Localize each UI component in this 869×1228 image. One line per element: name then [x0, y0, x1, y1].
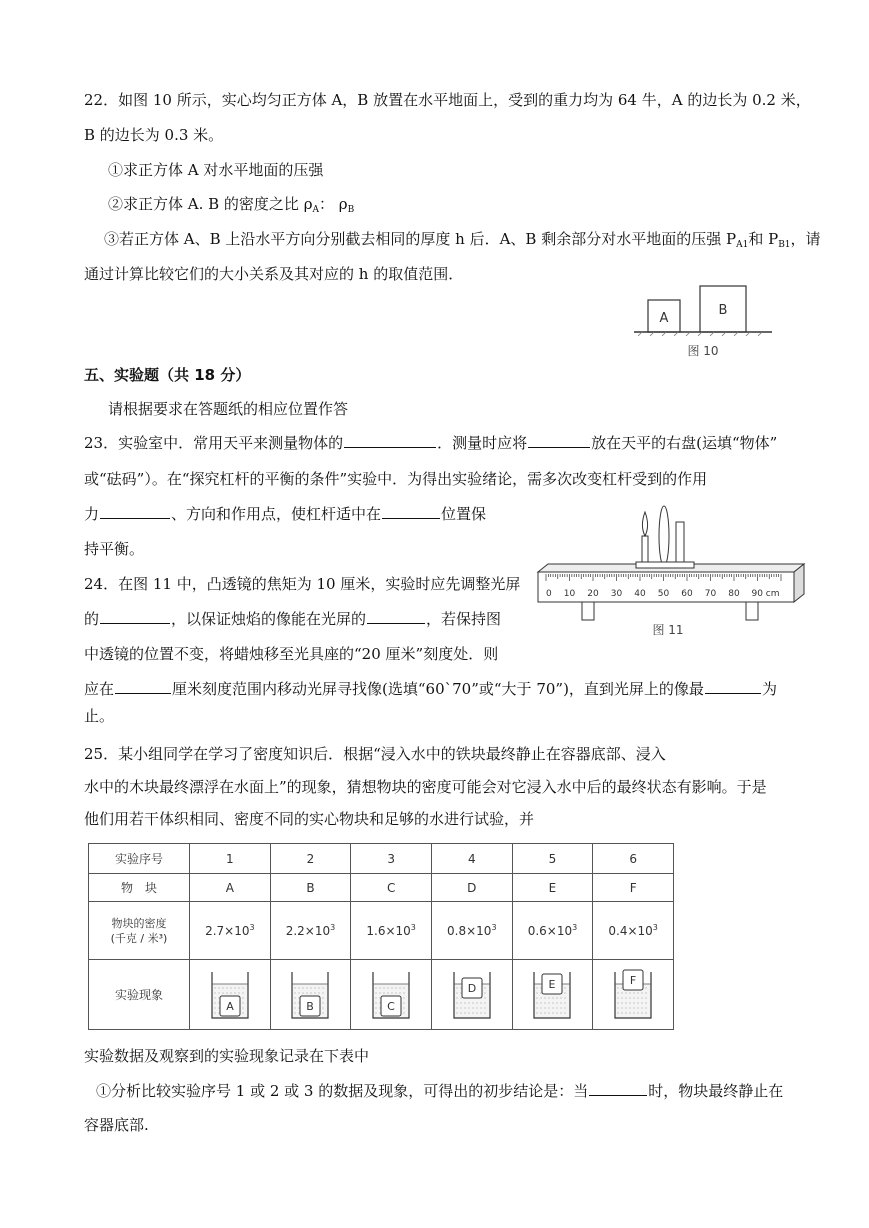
beaker-cell [351, 960, 432, 1030]
figure-10-caption: 图 10 [687, 344, 719, 358]
table-cell: E [512, 874, 593, 902]
q24-l4-text-a: 应在 [84, 680, 115, 698]
density-head-line1: 物块的密度 [111, 916, 167, 930]
q22-line2: B 的边长为 0.3 米。 [84, 126, 224, 144]
block-label: D [467, 982, 477, 995]
q23-l1-text-a: 23．实验室中．常用天平来测量物体的 [84, 434, 344, 452]
table-row [89, 874, 674, 902]
cube-b-label: B [718, 303, 728, 318]
beaker-diagram [448, 964, 496, 1022]
q25-conclusion-1 [96, 1081, 783, 1101]
bench-leg-left [582, 602, 594, 620]
q22-sub1: ①求正方体 A 对水平地面的压强 [108, 161, 324, 179]
ruler-tick-label: 50 [657, 589, 670, 599]
answer-blank[interactable] [100, 504, 170, 519]
answer-blank[interactable] [367, 609, 425, 624]
beaker-cell [190, 960, 271, 1030]
section-5-instruction: 请根据要求在答题纸的相应位置作答 [108, 400, 349, 418]
table-cell: B [270, 874, 351, 902]
answer-blank[interactable] [705, 679, 761, 694]
figure-10 [628, 282, 778, 362]
q25-line3: 他们用若干体织相同、密度不同的实心物块和足够的水进行试验，并 [84, 810, 535, 828]
density-value: 2.2×10 [285, 924, 331, 938]
table-cell: 5 [512, 844, 593, 874]
answer-blank[interactable] [528, 433, 590, 448]
q22-sub3-text: ③若正方体 A、B 上沿水平方向分别截去相同的厚度 h 后．A、B 剩余部分对水平地面的压强 P [104, 230, 737, 248]
beaker-cell [270, 960, 351, 1030]
table-cell [431, 902, 512, 960]
density-exp: 3 [572, 923, 578, 932]
experiment-table [88, 843, 674, 1030]
table-cell: 6 [593, 844, 674, 874]
q24-line4 [84, 679, 777, 699]
q23-l1-text-c: 放在天平的右盘(运填“物体” [591, 434, 778, 452]
density-value: 2.7×10 [205, 924, 250, 938]
beaker-diagram [286, 964, 334, 1022]
density-exp: 3 [652, 923, 658, 932]
beaker-cell [512, 960, 593, 1030]
beaker-cell [431, 960, 512, 1030]
q22-sub2-sub2: B [347, 205, 355, 215]
density-exp: 3 [330, 923, 336, 932]
q22-sub3-sub1: A1 [736, 240, 749, 250]
density-value: 0.8×10 [447, 924, 492, 938]
ruler-tick-label: 40 [634, 589, 646, 599]
density-exp: 3 [410, 923, 416, 932]
q25-c1-text-a: ①分析比较实验序号 1 或 2 或 3 的数据及现象，可得出的初步结论是：当 [96, 1082, 589, 1100]
block-label: F [629, 974, 637, 987]
table-cell [270, 902, 351, 960]
q24-line2 [84, 609, 501, 629]
q22-sub3 [104, 229, 821, 255]
q22-sub2 [108, 194, 354, 220]
q22-sub2-text: ②求正方体 A. B 的密度之比 ρ [108, 195, 313, 213]
q25-c1-text-b: 时，物块最终静止在 [648, 1082, 784, 1100]
ruler-tick-label: 70 [704, 589, 717, 599]
beaker-diagram [367, 964, 415, 1022]
table-cell: D [431, 874, 512, 902]
density-value: 0.6×10 [527, 924, 573, 938]
q23-line1 [84, 433, 777, 453]
table-cell: 2 [270, 844, 351, 874]
beaker-diagram [206, 964, 254, 1022]
beaker-diagram [609, 964, 657, 1022]
table-row [89, 960, 674, 1030]
answer-blank[interactable] [589, 1081, 647, 1096]
answer-blank[interactable] [382, 504, 440, 519]
q24-line5: 止。 [84, 707, 115, 725]
q23-l1-text-b: ．测量时应将 [437, 434, 528, 452]
table-head-block: 物 块 [89, 874, 190, 902]
q24-line1: 24．在图 11 中，凸透镜的焦矩为 10 厘米，实验时应先调整光屏 [84, 575, 521, 593]
q22-line-last: 通过计算比较它们的大小关系及其对应的 h 的取值范围． [84, 265, 464, 283]
q23-line2: 或“砝码”）。在“探究杠杆的平衡的条件”实验中．为得出实验绪论，需多次改变杠杆受到的作用 [84, 470, 708, 488]
table-head-phenomenon: 实验现象 [89, 960, 190, 1030]
light-screen [676, 522, 684, 566]
table-cell [190, 902, 271, 960]
density-exp: 3 [491, 923, 497, 932]
q24-l2-text-a: 的 [84, 610, 100, 628]
table-cell: C [351, 874, 432, 902]
block-label: B [306, 1000, 315, 1013]
ruler-tick-label: 0 [546, 589, 552, 599]
q23-l3-text-b: 、方向和作用点，使杠杆适中在 [171, 505, 382, 523]
table-cell: 1 [190, 844, 271, 874]
q23-line4: 持平衡。 [84, 540, 145, 558]
answer-blank[interactable] [115, 679, 171, 694]
ruler-tick-label: 80 [728, 589, 740, 599]
q22-sub2-text2: ： ρ [319, 195, 348, 213]
candle-flame-icon [642, 512, 647, 536]
cube-a-label: A [659, 311, 669, 326]
block-label: A [226, 1000, 234, 1013]
table-row [89, 902, 674, 960]
q22-sub3-sub2: B1 [778, 240, 791, 250]
table-row [89, 844, 674, 874]
table-cell: A [190, 874, 271, 902]
table-head-density [89, 902, 190, 960]
holders [636, 562, 694, 568]
q22-sub3-text2: 和 P [748, 230, 779, 248]
bench-leg-right [746, 602, 758, 620]
q24-line3: 中透镜的位置不变，将蜡烛移至光具座的“20 厘米”刻度处．则 [84, 645, 499, 663]
figure-11-caption: 图 11 [652, 623, 684, 637]
q22-sub3-text3: ，请 [790, 230, 821, 248]
q25-after-table: 实验数据及观察到的实验现象记录在下表中 [84, 1047, 370, 1065]
table-cell: 4 [431, 844, 512, 874]
beaker-cell [593, 960, 674, 1030]
q25-line1: 25．某小组同学在学习了密度知识后．根据“浸入水中的铁块最终静止在容器底部、浸入 [84, 745, 666, 763]
q25-conclusion-2: 容器底部. [84, 1116, 149, 1134]
ruler-tick-label: 90 cm [751, 589, 780, 599]
ruler-tick-label: 10 [563, 589, 576, 599]
q24-l4-text-c: 为 [761, 680, 777, 698]
table-cell [593, 902, 674, 960]
q24-l2-text-b: ，以保证烛焰的像能在光屏的 [171, 610, 367, 628]
q24-l4-text-b: 厘米刻度范围内移动光屏寻找像(选填“60`70”或“大于 70”)，直到光屏上的像最 [172, 680, 704, 698]
ruler-tick-label: 60 [681, 589, 693, 599]
density-exp: 3 [249, 923, 255, 932]
q23-line3 [84, 504, 486, 524]
q23-l3-text-c: 位置保 [441, 505, 487, 523]
table-cell: F [593, 874, 674, 902]
q23-l3-text-a: 力 [84, 505, 100, 523]
density-value: 0.4×10 [608, 924, 653, 938]
q25-line2: 水中的木块最终漂浮在水面上”的现象，猜想物块的密度可能会对它浸入水中后的最终状态有影响。于是 [84, 778, 767, 796]
q22-sub2-sub1: A [312, 205, 320, 215]
section-5-title: 五、实验题（共 18 分） [84, 366, 251, 384]
q22-line1: 22．如图 10 所示，实心均匀正方体 A，B 放置在水平地面上，受到的重力均为 64 牛，A 的边长为 0.2 米， [84, 91, 811, 109]
table-cell [512, 902, 593, 960]
answer-blank[interactable] [100, 609, 170, 624]
figure-11 [532, 500, 810, 642]
ruler-tick-label: 20 [587, 589, 599, 599]
q24-l2-text-c: ，若保持图 [426, 610, 502, 628]
table-cell [351, 902, 432, 960]
density-head-line2: (千克 / 米³) [110, 931, 168, 945]
block-label: C [387, 1000, 395, 1013]
block-label: E [548, 978, 556, 991]
convex-lens [659, 506, 669, 566]
answer-blank[interactable] [344, 433, 436, 448]
ruler-tick-label: 30 [610, 589, 623, 599]
beaker-diagram [528, 964, 576, 1022]
table-head-number: 实验序号 [89, 844, 190, 874]
density-value: 1.6×10 [366, 924, 411, 938]
table-cell: 3 [351, 844, 432, 874]
